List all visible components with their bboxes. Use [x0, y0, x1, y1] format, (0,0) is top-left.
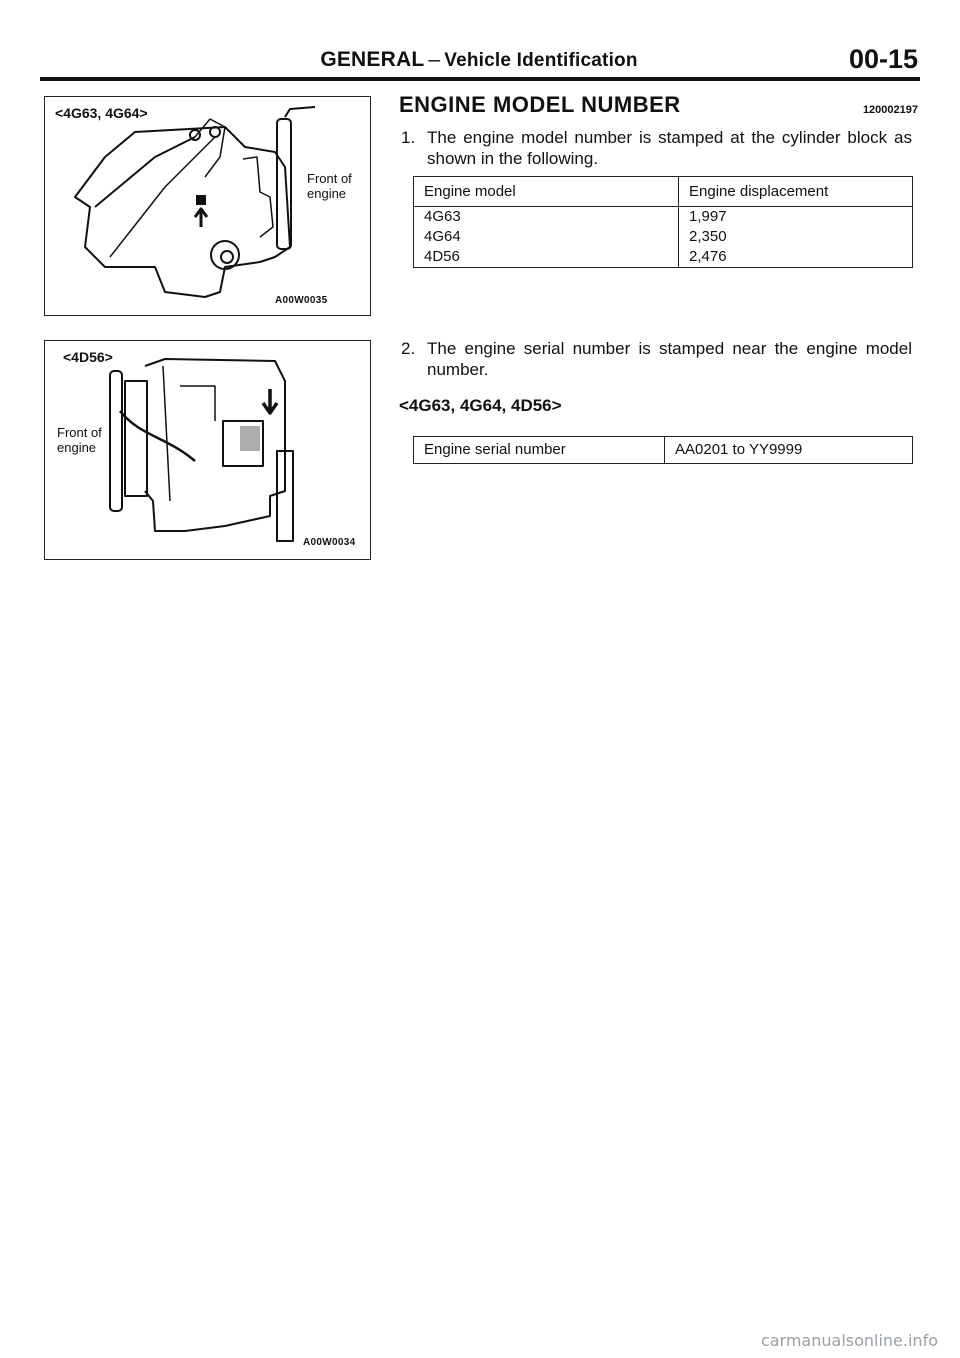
paragraph-text: The engine serial number is stamped near the engine model number.: [427, 339, 912, 379]
table-row: [414, 437, 913, 464]
table-header-row: [414, 177, 913, 207]
figure-note-line1: Front of: [307, 171, 352, 186]
figure-label: <4G63, 4G64>: [55, 105, 148, 121]
paragraph-number: 2.: [401, 339, 416, 358]
header-subsection: Vehicle Identification: [444, 50, 638, 71]
paragraph-text: The engine model number is stamped at the cylinder block as shown in the following.: [427, 128, 912, 168]
page-header: [40, 44, 918, 74]
header-dash: –: [428, 48, 441, 71]
figure-note: [307, 171, 352, 201]
serial-label-cell: Engine serial number: [414, 437, 665, 464]
paragraph-number: 1.: [401, 128, 416, 147]
figure-note-line2: engine: [307, 186, 347, 201]
page-number: 00-15: [848, 44, 918, 74]
figure-4d56: [44, 340, 371, 560]
figure-note-line2: engine: [57, 440, 97, 455]
figure-label: <4D56>: [63, 349, 113, 365]
serial-value-cell: AA0201 to YY9999: [665, 437, 913, 464]
table-row: [414, 207, 913, 268]
header-title: [40, 48, 918, 72]
serial-heading: <4G63, 4G64, 4D56>: [399, 396, 562, 415]
section-code: 120002197: [862, 104, 918, 116]
figure-code: A00W0034: [303, 537, 356, 548]
header-section: GENERAL: [320, 48, 425, 71]
figure-code: A00W0035: [275, 295, 328, 306]
header-rule: [40, 77, 920, 81]
column-header: Engine displacement: [679, 177, 913, 207]
paragraph-1: [399, 127, 912, 169]
paragraph-2: [399, 338, 912, 380]
engine-serial-table: [413, 436, 913, 464]
column-header: Engine model: [414, 177, 679, 207]
engine-4g63-illustration: [45, 97, 370, 315]
engine-model-table: [413, 176, 913, 268]
section-title: ENGINE MODEL NUMBER: [399, 92, 681, 117]
engine-models-cell: 4G63 4G64 4D56: [414, 207, 679, 268]
engine-displacements-cell: 1,997 2,350 2,476: [679, 207, 913, 268]
figure-4g63-4g64: [44, 96, 371, 316]
figure-note: [57, 425, 102, 455]
watermark: carmanualsonline.info: [760, 1331, 938, 1350]
figure-note-line1: Front of: [57, 425, 102, 440]
